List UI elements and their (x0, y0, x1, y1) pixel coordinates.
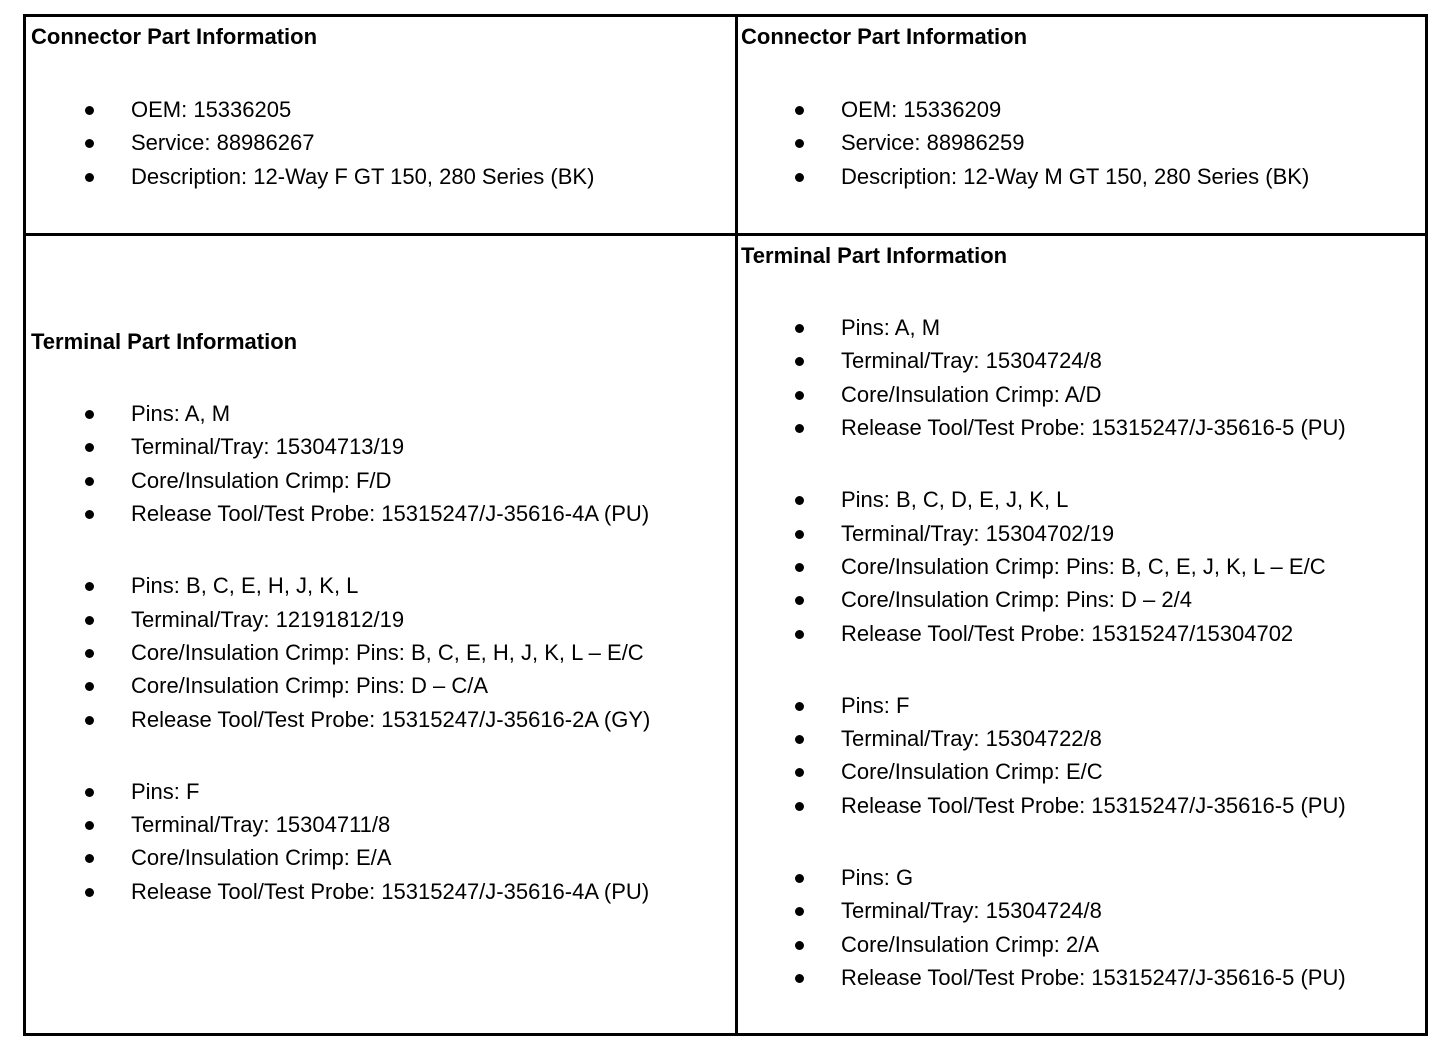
bullet-icon (85, 821, 94, 830)
list-item: Pins: G (841, 864, 914, 890)
bullet-icon (85, 477, 94, 486)
list-item: Release Tool/Test Probe: 15315247/J-35616-5 (PU) (841, 415, 1346, 441)
list-item: Core/Insulation Crimp: A/D (841, 381, 1102, 407)
list-item: Service: 88986267 (131, 130, 315, 156)
list-item: Pins: F (841, 692, 910, 718)
bullet-icon (795, 106, 804, 115)
list-item: Description: 12-Way M GT 150, 280 Series (BK) (841, 163, 1310, 189)
bullet-icon (795, 530, 804, 539)
bullet-icon (795, 874, 804, 883)
list-item: Release Tool/Test Probe: 15315247/15304702 (841, 620, 1294, 646)
bullet-icon (85, 410, 94, 419)
list-item: Core/Insulation Crimp: Pins: B, C, E, H, J, K, L – E/C (131, 639, 644, 665)
bullet-icon (795, 173, 804, 182)
list-item: Core/Insulation Crimp: E/A (131, 845, 392, 871)
bullet-icon (795, 630, 804, 639)
list-item: Terminal/Tray: 12191812/19 (131, 606, 405, 632)
list-item: OEM: 15336209 (841, 97, 1002, 122)
list-item: Service: 88986259 (841, 130, 1025, 156)
list-item: Pins: A, M (131, 401, 231, 426)
list-item: Pins: B, C, E, H, J, K, L (131, 573, 359, 599)
top-left-heading: Connector Part Information (31, 24, 318, 49)
list-item: Description: 12-Way F GT 150, 280 Series (BK) (131, 163, 595, 189)
list-item: Terminal/Tray: 15304711/8 (131, 812, 391, 837)
bullet-icon (795, 563, 804, 572)
list-item: Terminal/Tray: 15304724/8 (841, 348, 1102, 374)
bullet-icon (85, 788, 94, 797)
list-item: Core/Insulation Crimp: E/C (841, 759, 1103, 785)
bullet-icon (795, 702, 804, 711)
bullet-icon (795, 391, 804, 400)
list-item: Release Tool/Test Probe: 15315247/J-35616-5 (PU) (841, 964, 1346, 990)
bullet-icon (85, 106, 94, 115)
bottom-left-heading: Terminal Part Information (31, 329, 298, 354)
list-item: Core/Insulation Crimp: Pins: B, C, E, J, K, L – E/C (841, 553, 1326, 579)
bullet-icon (85, 173, 94, 182)
list-item: OEM: 15336205 (131, 97, 292, 122)
bullet-icon (795, 802, 804, 811)
bullet-icon (795, 974, 804, 983)
list-item: Terminal/Tray: 15304722/8 (841, 726, 1102, 751)
bullet-icon (795, 324, 804, 333)
list-item: Terminal/Tray: 15304713/19 (131, 434, 405, 460)
list-item: Terminal/Tray: 15304724/8 (841, 898, 1102, 924)
bullet-icon (85, 616, 94, 625)
bullet-icon (85, 649, 94, 658)
bullet-icon (85, 716, 94, 725)
bottom-right-heading: Terminal Part Information (741, 243, 1008, 268)
list-item: Release Tool/Test Probe: 15315247/J-35616-4A (PU) (131, 501, 650, 527)
list-item: Core/Insulation Crimp: Pins: D – C/A (131, 673, 489, 699)
row-divider (26, 233, 1425, 236)
bullet-icon (795, 941, 804, 950)
bullet-icon (795, 735, 804, 744)
list-item: Terminal/Tray: 15304702/19 (841, 520, 1115, 546)
list-item: Core/Insulation Crimp: 2/A (841, 931, 1099, 957)
list-item: Release Tool/Test Probe: 15315247/J-35616-5 (PU) (841, 792, 1346, 818)
list-item: Pins: A, M (841, 315, 941, 340)
list-item: Core/Insulation Crimp: F/D (131, 467, 392, 493)
bullet-icon (85, 888, 94, 897)
list-item: Release Tool/Test Probe: 15315247/J-35616-4A (PU) (131, 878, 650, 904)
list-item: Pins: F (131, 778, 200, 804)
column-divider (735, 17, 738, 1033)
list-item: Core/Insulation Crimp: Pins: D – 2/4 (841, 587, 1192, 613)
list-item: Pins: B, C, D, E, J, K, L (841, 487, 1069, 513)
list-item: Release Tool/Test Probe: 15315247/J-35616-2A (GY) (131, 706, 651, 732)
top-right-heading: Connector Part Information (741, 24, 1028, 49)
